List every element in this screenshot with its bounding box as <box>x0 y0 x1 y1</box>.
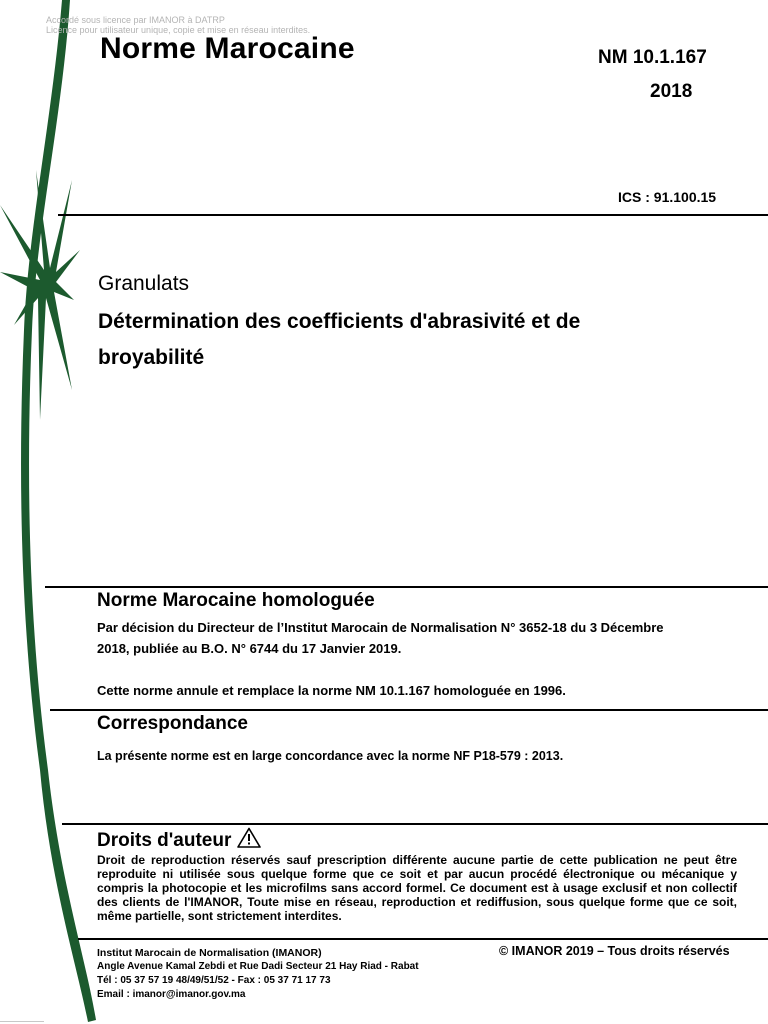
correspondance-title: Correspondance <box>97 713 248 734</box>
footer-phone: Tél : 05 37 57 19 48/49/51/52 - Fax : 05 37 71 17 73 <box>97 975 331 986</box>
divider-homologation <box>45 586 768 588</box>
standard-code: NM 10.1.167 <box>598 47 707 68</box>
footer-email: Email : imanor@imanor.gov.ma <box>97 989 246 1000</box>
leaf-fronds <box>0 170 80 420</box>
footer-copyright: © IMANOR 2019 – Tous droits réservés <box>499 944 730 958</box>
copyright-text: Droit de reproduction réservés sauf prescription différente aucune partie de cette publication ne peut être reproduite ni utilisée sous quelque forme que ce soit et par aucun procédé électronique ou mécanique y compris la photocopie et les microfilms sans accord formel. Ce document est à usage exclusif et non collectif des clients de l'IMANOR, Toute mise en réseau, reproduction et rediffusion, sous quelque forme que ce soit, même partielle, sont strictement interdites. <box>97 853 737 923</box>
footer-address: Angle Avenue Kamal Zebdi et Rue Dadi Secteur 21 Hay Riad - Rabat <box>97 961 419 972</box>
footer-org: Institut Marocain de Normalisation (IMANOR) <box>97 947 322 959</box>
warning-icon <box>237 827 261 848</box>
subject-heading-line-1: Détermination des coefficients d'abrasivité et de <box>98 310 581 333</box>
bottom-edge-mark <box>0 1021 44 1022</box>
divider-footer <box>78 938 768 940</box>
standard-year: 2018 <box>650 81 693 102</box>
subject-category: Granulats <box>98 272 190 295</box>
page-title: Norme Marocaine <box>100 32 355 65</box>
leaf-stem <box>21 0 96 1022</box>
copyright-heading <box>97 827 261 852</box>
subject-heading-line-2: broyabilité <box>98 346 205 369</box>
ics-code: ICS : 91.100.15 <box>618 189 717 205</box>
palm-leaf-decoration <box>0 0 110 1024</box>
replaces-text: Cette norme annule et remplace la norme NM 10.1.167 homologuée en 1996. <box>97 683 566 698</box>
copyright-title: Droits d'auteur <box>97 830 232 851</box>
watermark-line-1: Accordé sous licence par IMANOR à DATRP <box>46 15 225 25</box>
watermark-line-2: Licence pour utilisateur unique, copie et mise en réseau interdites. <box>46 25 311 35</box>
homologation-text-line-1: Par décision du Directeur de l’Institut Marocain de Normalisation N° 3652-18 du 3 Décembre <box>97 620 664 635</box>
divider-top <box>58 214 768 216</box>
homologation-title: Norme Marocaine homologuée <box>97 590 375 611</box>
homologation-text-line-2: 2018, publiée au B.O. N° 6744 du 17 Janvier 2019. <box>97 641 402 656</box>
correspondance-text: La présente norme est en large concordance avec la norme NF P18-579 : 2013. <box>97 749 564 763</box>
divider-copyright <box>62 823 768 825</box>
divider-correspondance <box>50 709 768 711</box>
